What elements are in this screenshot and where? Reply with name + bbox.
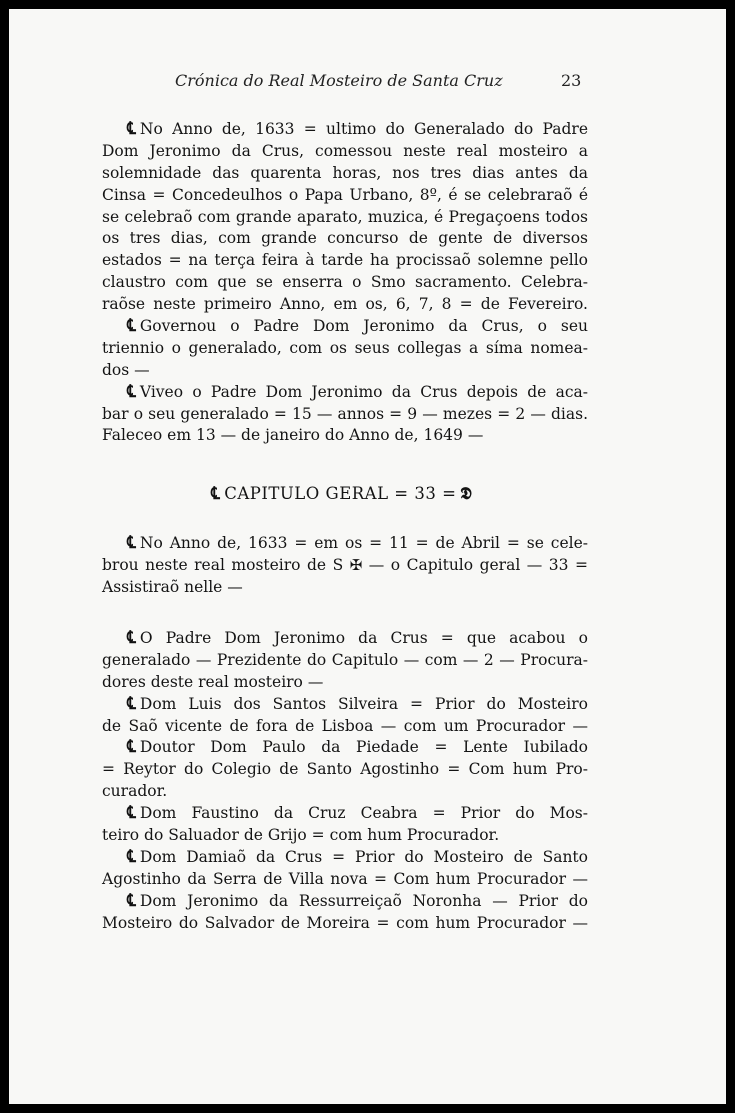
paragraph <box>102 533 588 599</box>
text-line: se celebraõ com grande aparato, muzica, é Pregaçoens todos <box>102 207 588 226</box>
text-line: dores deste real mosteiro — <box>102 672 324 691</box>
running-head <box>9 71 726 95</box>
text-line: dos — <box>102 360 150 379</box>
text-line: claustro com que se enserra o Smo sacramento. Celebra- <box>102 273 588 292</box>
text-line: ℄ O Padre Dom Jeronimo da Crus = que acabou o <box>127 628 588 649</box>
spacer <box>102 447 588 482</box>
paragraph <box>102 694 588 738</box>
text-line: Assistiraõ nelle — <box>102 578 243 597</box>
pilcrow-mark: ℄ <box>127 119 136 139</box>
text-line: os tres dias, com grande concurso de gente de diversos <box>102 229 588 248</box>
text-line: ℄ Dom Faustino da Cruz Ceabra = Prior do Mos- <box>127 803 588 824</box>
pilcrow-mark: ℄ <box>127 803 136 824</box>
text-line: generalado — Prezidente do Capitulo — com — 2 — Procura- <box>102 650 588 669</box>
chapter-heading <box>102 482 588 506</box>
spacer <box>102 506 588 533</box>
pilcrow-mark: ℄ <box>127 381 136 402</box>
text-line: ℄ Governou o Padre Dom Jeronimo da Crus, o seu <box>127 316 588 337</box>
paragraph <box>102 891 588 935</box>
pilcrow-mark: ℄ <box>127 890 136 911</box>
text-line: Cinsa = Concedeulhos o Papa Urbano, 8º, é se celebraraõ é <box>102 185 588 204</box>
cross-icon: ✠ <box>349 556 363 575</box>
text-line: estados = na terça feira à tarde ha procissaõ solemne pello <box>102 251 588 270</box>
book-page <box>9 9 726 1104</box>
text-line: solemnidade das quarenta horas, nos tres dias antes da <box>102 163 588 182</box>
heading-end-mark: 𝕯 <box>460 484 473 505</box>
paragraph <box>102 803 588 847</box>
body-text <box>102 119 588 935</box>
text-line: ℄ Doutor Dom Paulo da Piedade = Lente Iubilado <box>127 737 588 758</box>
text-line: ℄ Dom Damiaõ da Crus = Prior do Mosteiro de Santo <box>127 846 588 867</box>
text-line: bar o seu generalado = 15 — annos = 9 — mezes = 2 — dias. <box>102 404 588 423</box>
text-line: teiro do Saluador de Grijo = com hum Procurador. <box>102 826 500 845</box>
paragraph <box>102 737 588 803</box>
text-line: Mosteiro do Salvador de Moreira = com hum Procurador — <box>102 913 588 932</box>
text-line: Faleceo em 13 — de janeiro do Anno de, 1649 — <box>102 426 484 445</box>
pilcrow-mark: ℄ <box>127 533 136 554</box>
paragraph <box>102 847 588 891</box>
spacer <box>102 599 588 628</box>
paragraph <box>102 316 588 382</box>
pilcrow-mark: ℄ <box>127 846 136 867</box>
text-line: raõse neste primeiro Anno, em os, 6, 7, 8 = de Fevereiro. <box>102 295 588 314</box>
text-line: = Reytor do Colegio de Santo Agostinho = Com hum Pro- <box>102 760 588 779</box>
pilcrow-mark: ℄ <box>127 737 136 758</box>
text-line: Agostinho da Serra de Villa nova = Com hum Procurador — <box>102 869 588 888</box>
pilcrow-mark: ℄ <box>210 484 221 505</box>
text-line: Dom Jeronimo da Crus, comessou neste real mosteiro a <box>102 141 588 160</box>
chapter-heading-text: CAPITULO GERAL = 33 = <box>224 484 457 504</box>
text-line: curador. <box>102 782 168 801</box>
pilcrow-mark: ℄ <box>127 693 136 714</box>
page-number: 23 <box>561 71 582 90</box>
text-line: ℄ No Anno de, 1633 = em os = 11 = de Abril = se cele- <box>127 533 588 554</box>
text-line: brou neste real mosteiro de S ✠ — o Capitulo geral — 33 = <box>102 556 588 575</box>
pilcrow-mark: ℄ <box>127 316 136 337</box>
text-line: ℄ No Anno de, 1633 = ultimo do Generalado do Padre <box>127 119 588 139</box>
paragraph <box>102 119 588 316</box>
paragraph <box>102 382 588 448</box>
text-line: de Saõ vicente de fora de Lisboa — com um Procurador — <box>102 716 588 735</box>
text-line: triennio o generalado, com os seus collegas a síma nomea- <box>102 338 588 357</box>
paragraph <box>102 628 588 694</box>
pilcrow-mark: ℄ <box>127 628 136 649</box>
text-line: ℄ Dom Luis dos Santos Silveira = Prior do Mosteiro <box>127 693 588 714</box>
running-head-title: Crónica do Real Mosteiro de Santa Cruz <box>175 71 503 90</box>
text-line: ℄ Dom Jeronimo da Ressurreiçaõ Noronha — Prior do <box>127 890 588 911</box>
text-line: ℄ Viveo o Padre Dom Jeronimo da Crus depois de aca- <box>127 381 588 402</box>
